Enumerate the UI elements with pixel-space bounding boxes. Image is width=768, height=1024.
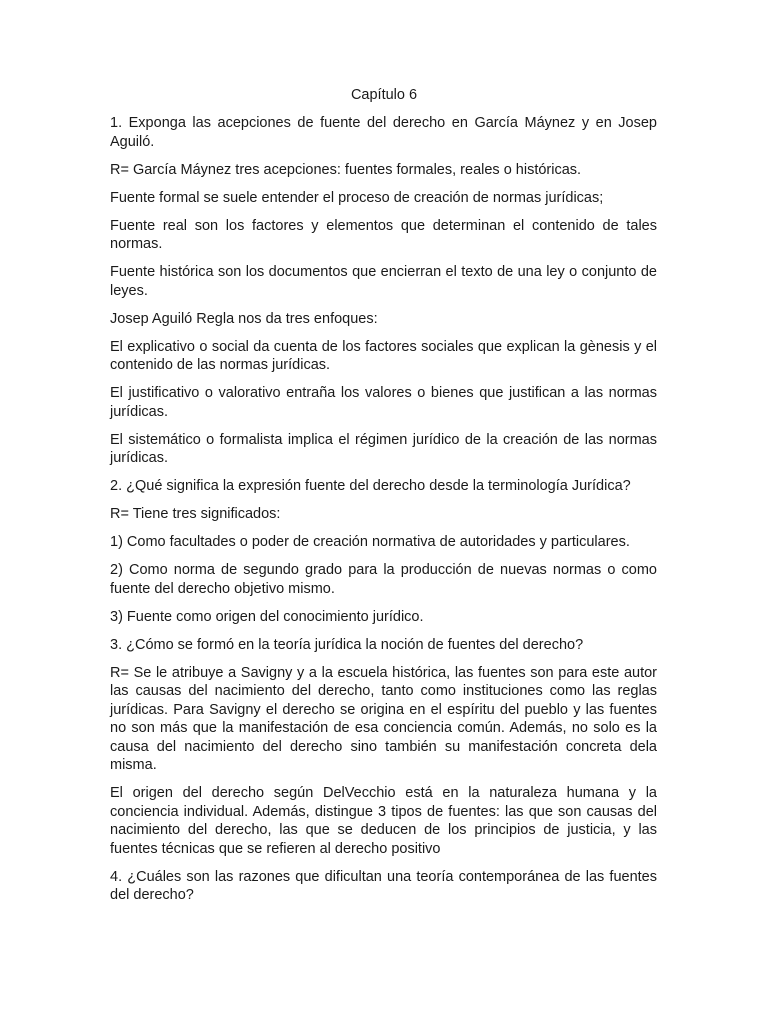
answer-1-explanatory: El explicativo o social da cuenta de los factores sociales que explican la gènesis y el contenido de las normas jurídicas. — [110, 338, 657, 373]
answer-1-formal-source: Fuente formal se suele entender el proceso de creación de normas jurídicas; — [110, 189, 604, 206]
answer-3-delvecchio: El origen del derecho según DelVecchio está en la naturaleza humana y la conciencia individual. Además, distingue 3 tipos de fuentes: las que son causas del nacimiento del derecho, las que se deducen de los principios de justicia, y las fuentes técnicas que se refieren al derecho positivo — [110, 785, 657, 857]
question-3: 3. ¿Cómo se formó en la teoría jurídica la noción de fuentes del derecho? — [110, 636, 584, 653]
chapter-title: Capítulo 6 — [350, 87, 418, 103]
answer-1-historical-source: Fuente histórica son los documentos que encierran el texto de una ley o conjunto de leyes. — [110, 264, 657, 299]
answer-1-real-source: Fuente real son los factores y elementos que determinan el contenido de tales normas. — [110, 217, 657, 252]
question-1: 1. Exponga las acepciones de fuente del derecho en García Máynez y en Josep Aguiló. — [110, 115, 657, 150]
answer-2-item-3: 3) Fuente como origen del conocimiento jurídico. — [110, 608, 424, 625]
question-4: 4. ¿Cuáles son las razones que dificultan una teoría contemporánea de las fuentes del derecho? — [110, 868, 657, 903]
answer-1-justificatory: El justificativo o valorativo entraña los valores o bienes que justifican a las normas jurídicas. — [110, 385, 657, 420]
answer-1-intro: R= García Máynez tres acepciones: fuentes formales, reales o históricas. — [110, 161, 582, 178]
answer-2-item-2: 2) Como norma de segundo grado para la producción de nuevas normas o como fuente del derecho objetivo mismo. — [110, 562, 657, 597]
answer-3-savigny: R= Se le atribuye a Savigny y a la escuela histórica, las fuentes son para este autor las causas del nacimiento del derecho, tanto como instituciones como las reglas jurídicas. Para Savigny el derecho se origina en el espíritu del pueblo y las fuentes no son más que la manifestación de esa conciencia común. Además, no solo es la causa del nacimiento del derecho sino también su manifestación concreta dela misma. — [110, 664, 657, 773]
question-2: 2. ¿Qué significa la expresión fuente del derecho desde la terminología Jurídica? — [110, 478, 631, 494]
answer-2-intro: R= Tiene tres significados: — [110, 506, 281, 522]
answer-1-systematic: El sistemático o formalista implica el régimen jurídico de la creación de las normas jurídicas. — [110, 431, 657, 466]
answer-2-item-1: 1) Como facultades o poder de creación normativa de autoridades y particulares. — [110, 534, 630, 550]
document-body — [110, 114, 657, 914]
answer-1-aguilo-intro: Josep Aguiló Regla nos da tres enfoques: — [110, 310, 378, 327]
